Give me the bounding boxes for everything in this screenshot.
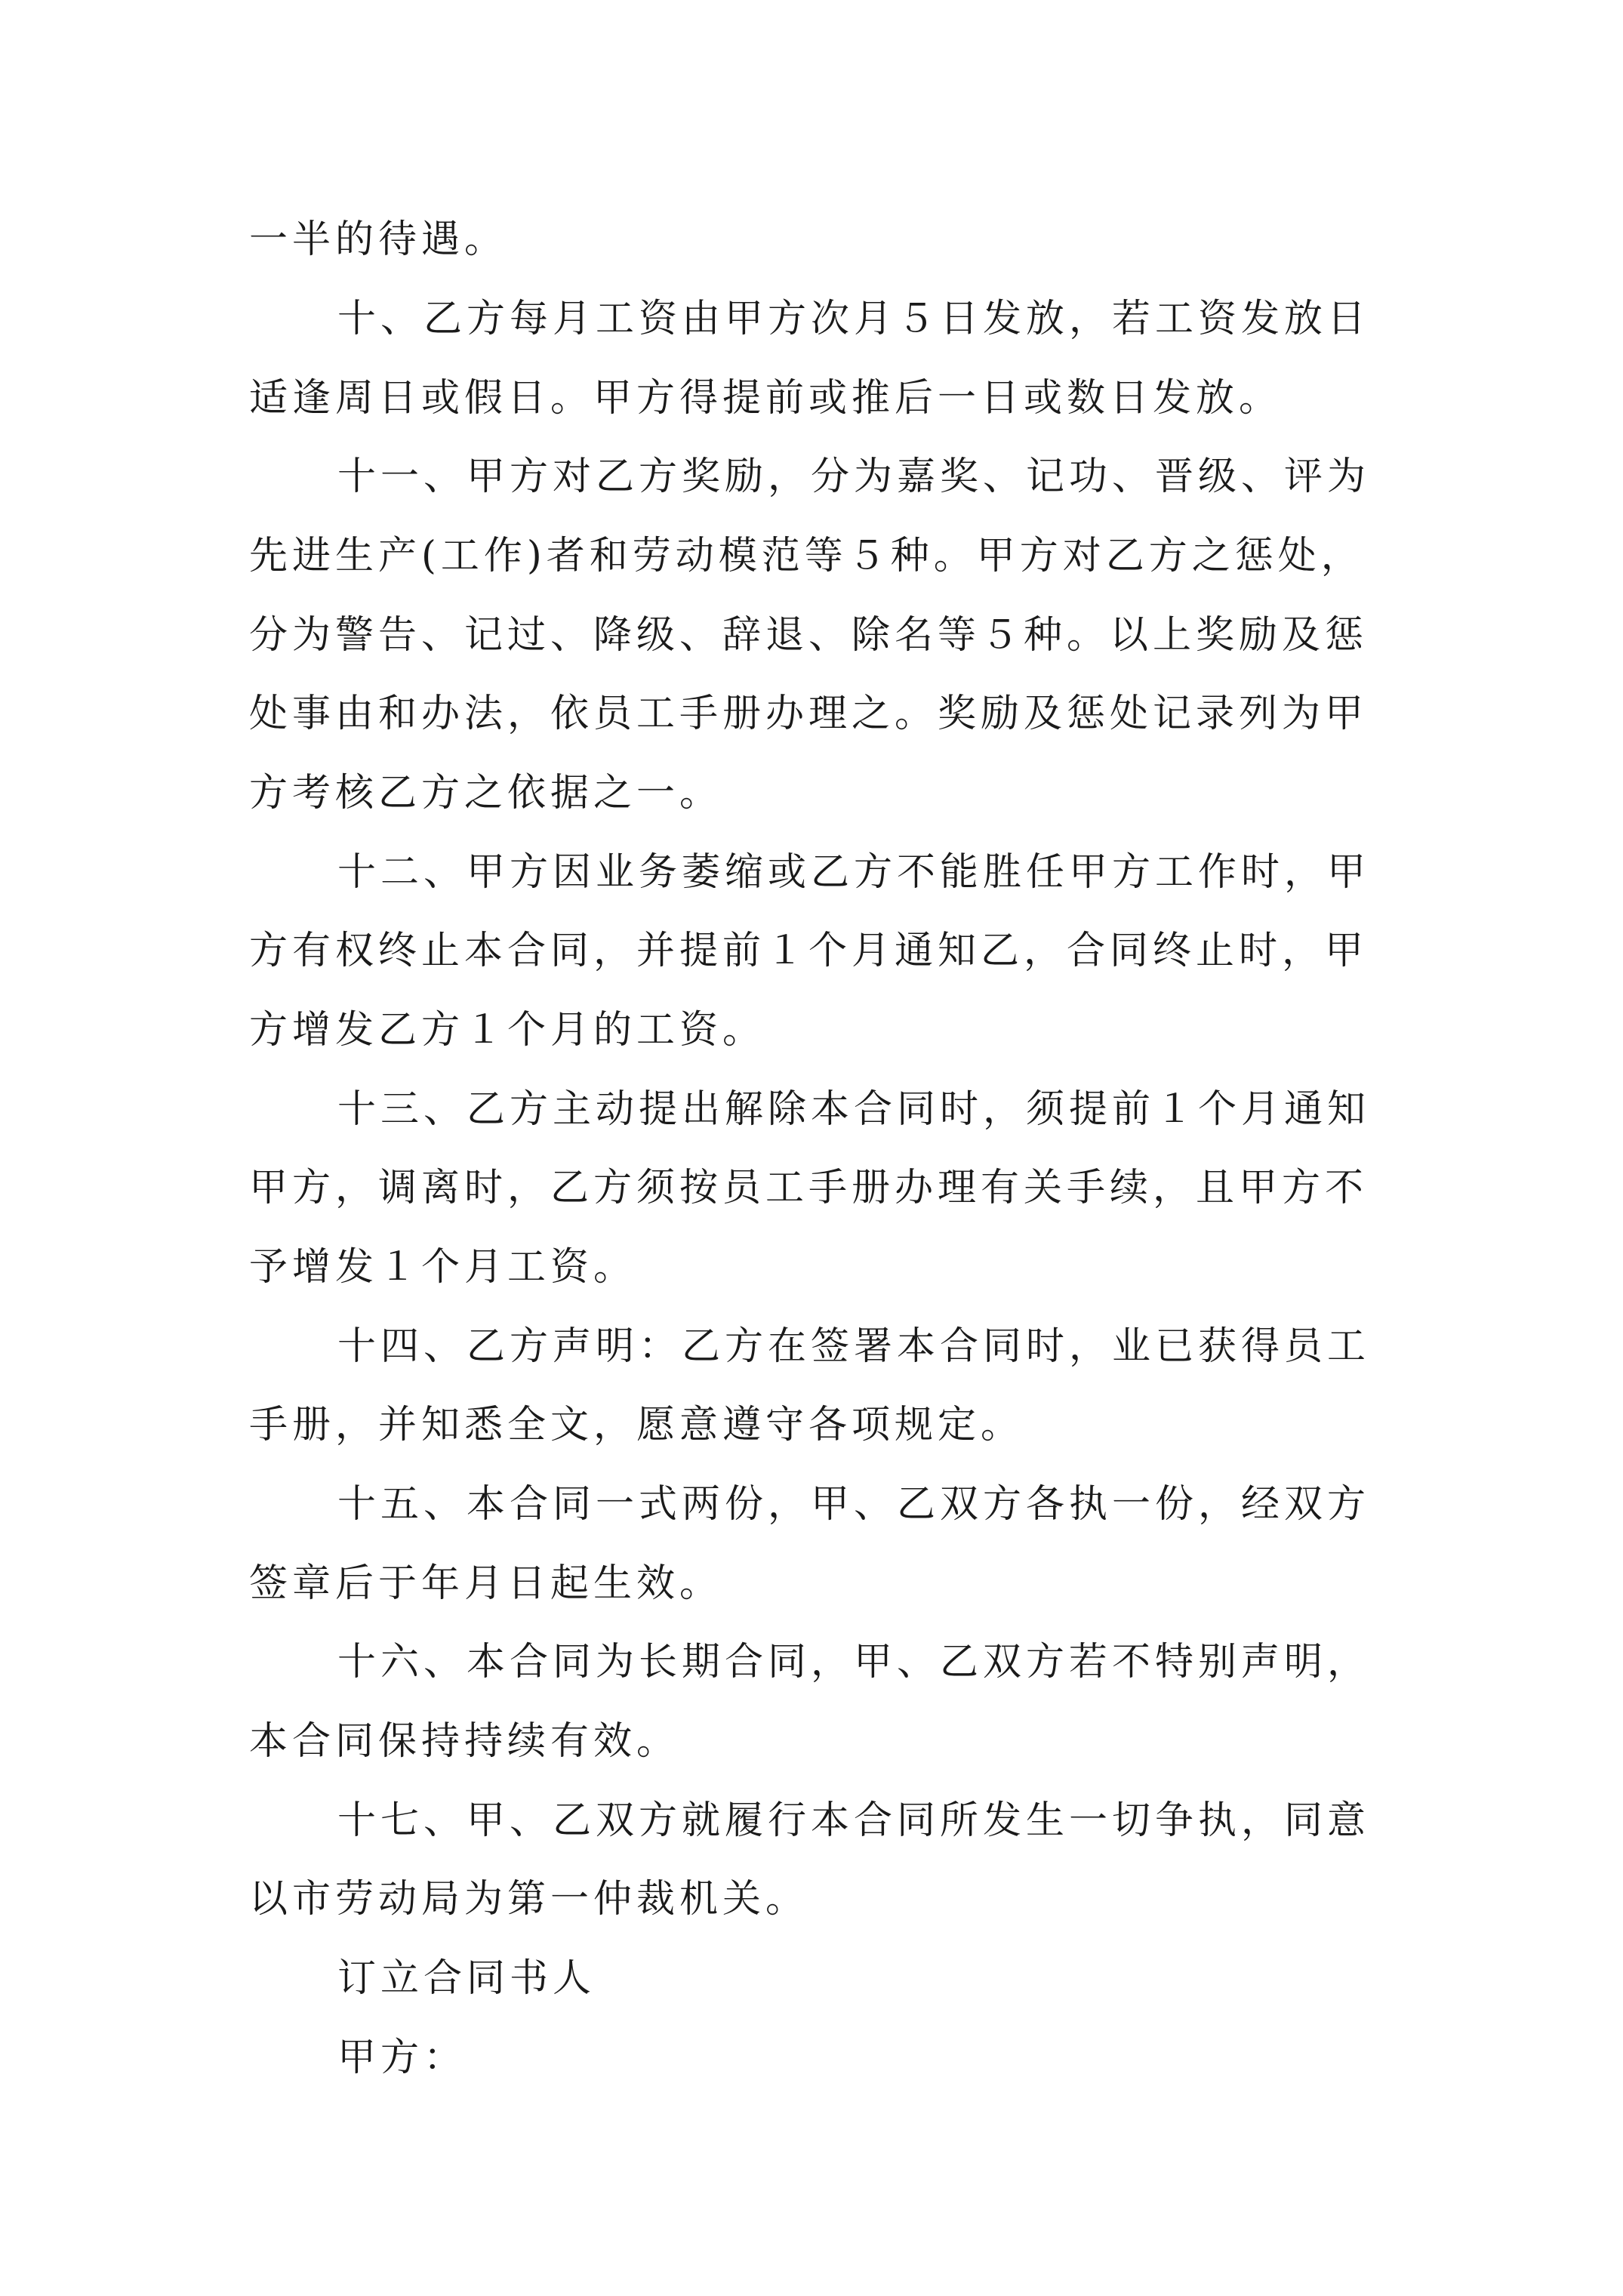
clause-17-line-2: 以市劳动局为第一仲裁机关。	[249, 1877, 809, 1922]
clause-10-line-2: 适逢周日或假日。甲方得提前或推后一日或数日发放。	[249, 376, 1283, 421]
clause-13-line-3: 予增发１个月工资。	[249, 1245, 637, 1290]
clause-11-line-1: 十一、甲方对乙方奖励，分为嘉奖、记功、晋级、评为	[337, 455, 1371, 499]
clause-15-line-1: 十五、本合同一式两份，甲、乙双方各执一份，经双方	[337, 1482, 1371, 1527]
clause-16-line-1: 十六、本合同为长期合同，甲、乙双方若不特别声明，	[337, 1640, 1371, 1684]
clause-15-line-2: 签章后于年月日起生效。	[249, 1561, 723, 1606]
clause-12-line-1: 十二、甲方因业务萎缩或乙方不能胜任甲方工作时，甲	[337, 850, 1371, 895]
clause-11-line-5: 方考核乙方之依据之一。	[249, 771, 723, 815]
clause-16-line-2: 本合同保持持续有效。	[249, 1719, 680, 1764]
clause-11-line-4: 处事由和办法，依员工手册办理之。奖励及惩处记录列为甲	[249, 692, 1369, 736]
clause-13-line-1: 十三、乙方主动提出解除本合同时，须提前１个月通知	[337, 1087, 1371, 1132]
clause-10-line-1: 十、乙方每月工资由甲方次月５日发放，若工资发放日	[337, 297, 1371, 341]
clause-14-line-1: 十四、乙方声明：乙方在签署本合同时，业已获得员工	[337, 1324, 1371, 1369]
clause-13-line-2: 甲方，调离时，乙方须按员工手册办理有关手续，且甲方不	[249, 1166, 1369, 1210]
text-line: 一半的待遇。	[249, 217, 508, 262]
clause-14-line-2: 手册，并知悉全文，愿意遵守各项规定。	[249, 1403, 1024, 1447]
clause-17-line-1: 十七、甲、乙双方就履行本合同所发生一切争执，同意	[337, 1798, 1371, 1843]
clause-12-line-3: 方增发乙方１个月的工资。	[249, 1008, 766, 1052]
clause-12-line-2: 方有权终止本合同，并提前１个月通知乙，合同终止时，甲	[249, 929, 1369, 973]
signatory-heading: 订立合同书人	[337, 1956, 596, 2001]
party-a-label: 甲方：	[337, 2036, 467, 2080]
clause-11-line-3: 分为警告、记过、降级、辞退、除名等５种。以上奖励及惩	[249, 613, 1369, 658]
clause-11-line-2: 先进生产(工作)者和劳动模范等５种。甲方对乙方之惩处，	[249, 534, 1364, 578]
